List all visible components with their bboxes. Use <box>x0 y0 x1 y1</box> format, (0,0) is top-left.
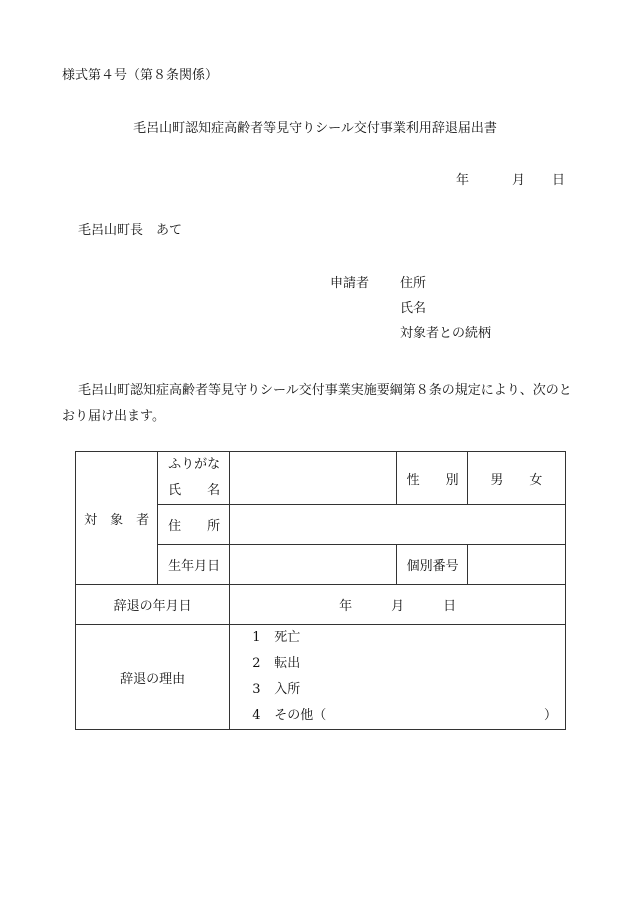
other-close-paren: ） <box>543 708 557 723</box>
reason-item[interactable]: 2 転出 <box>252 656 301 671</box>
reason-item[interactable]: 3 入所 <box>252 682 301 697</box>
reason-item-other[interactable]: 4 その他（ ） <box>230 703 565 729</box>
form-number: 様式第４号（第８条関係） <box>62 68 219 83</box>
addressee: 毛呂山町長 あて <box>78 223 183 238</box>
name-label: 氏 名 <box>168 483 221 498</box>
applicant-name-label: 氏名 <box>400 301 427 316</box>
withdraw-date-field[interactable]: 年 月 日 <box>230 585 566 625</box>
withdraw-date-label: 辞退の年月日 <box>76 585 230 625</box>
birthdate-field[interactable] <box>230 545 396 585</box>
id-number-label: 個別番号 <box>396 545 467 585</box>
document-title: 毛呂山町認知症高齢者等見守りシール交付事業利用辞退届出書 <box>133 121 497 136</box>
reason-list <box>230 625 566 730</box>
subject-label: 対 象 者 <box>76 452 158 585</box>
reason-item[interactable]: 1 死亡 <box>252 630 301 645</box>
furigana-name-label-cell <box>158 452 230 505</box>
body-text: 毛呂山町認知症高齢者等見守りシール交付事業実施要綱第８条の規定により、次のとおり届け出ます。 <box>62 383 572 424</box>
date-day-label: 日 <box>552 173 566 188</box>
date-month-label: 月 <box>512 173 526 188</box>
address-field[interactable] <box>230 505 566 545</box>
name-field[interactable] <box>230 452 396 505</box>
applicant-label: 申請者 <box>330 276 370 291</box>
applicant-address-label: 住所 <box>400 276 427 291</box>
furigana-label: ふりがな <box>168 457 221 472</box>
date-year-label: 年 <box>456 173 470 188</box>
birthdate-label: 生年月日 <box>158 545 230 585</box>
sex-options[interactable]: 男 女 <box>467 452 565 505</box>
withdrawal-form-table <box>75 451 566 730</box>
date-line <box>456 174 565 187</box>
address-label: 住 所 <box>158 505 230 545</box>
id-number-field[interactable] <box>467 545 565 585</box>
applicant-relation-label: 対象者との続柄 <box>400 326 492 341</box>
sex-label: 性 別 <box>396 452 467 505</box>
reason-label: 辞退の理由 <box>76 625 230 730</box>
